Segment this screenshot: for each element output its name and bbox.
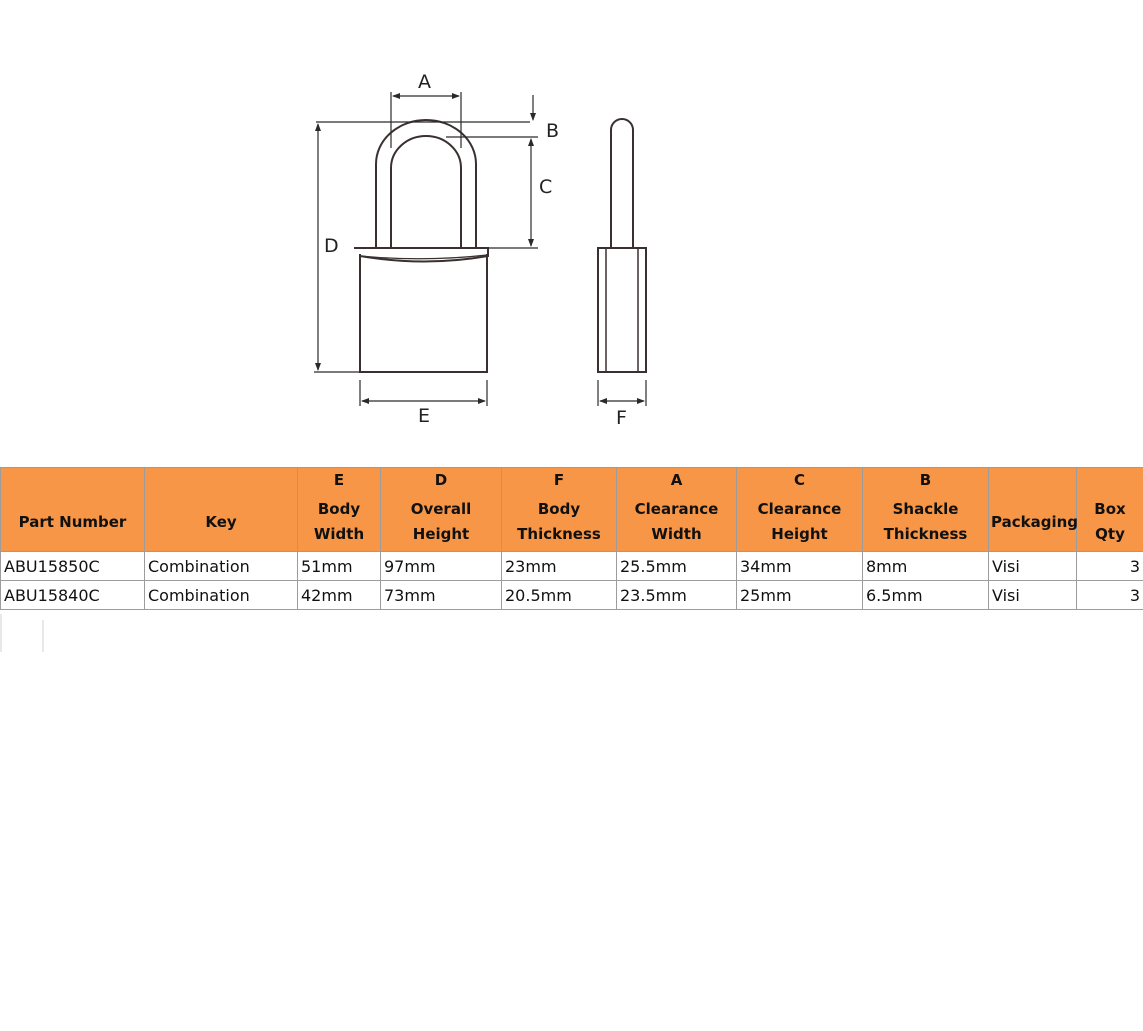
letter-cell: E xyxy=(298,468,381,494)
cell-clearance-height: 25mm xyxy=(737,581,863,610)
cell-clearance-width: 23.5mm xyxy=(617,581,737,610)
label-d: D xyxy=(324,235,339,257)
letter-cell xyxy=(1077,468,1143,494)
padlock-spec-table xyxy=(0,467,1143,610)
cell-body-width: 42mm xyxy=(298,581,381,610)
cell-part-number: ABU15840C xyxy=(1,581,145,610)
shackle-side xyxy=(611,119,633,248)
lock-body-front xyxy=(354,248,488,372)
letter-cell xyxy=(989,468,1077,494)
cell-box-qty: 3 xyxy=(1077,552,1143,581)
cell-body-thickness: 20.5mm xyxy=(502,581,617,610)
shackle-inner xyxy=(391,136,461,248)
letter-cell: A xyxy=(617,468,737,494)
cell-border-fragment xyxy=(0,612,44,652)
cell-body-width: 51mm xyxy=(298,552,381,581)
header-box-qty: Box Qty xyxy=(1077,493,1143,552)
cell-key: Combination xyxy=(145,581,298,610)
lock-body-side xyxy=(598,248,646,372)
cell-overall-height: 73mm xyxy=(381,581,502,610)
header-key: Key xyxy=(145,493,298,552)
dimension-letter-row xyxy=(1,468,1143,494)
letter-cell xyxy=(1,468,145,494)
header-body-width: Body Width xyxy=(298,493,381,552)
header-packaging: Packaging xyxy=(989,493,1077,552)
cell-shackle-thickness: 6.5mm xyxy=(863,581,989,610)
cell-packaging: Visi xyxy=(989,581,1077,610)
table-row xyxy=(1,552,1143,581)
padlock-front-view xyxy=(354,120,488,372)
cell-part-number: ABU15850C xyxy=(1,552,145,581)
cell-box-qty: 3 xyxy=(1077,581,1143,610)
header-shackle-thickness: Shackle Thickness xyxy=(863,493,989,552)
cell-overall-height: 97mm xyxy=(381,552,502,581)
header-overall-height: Overall Height xyxy=(381,493,502,552)
header-clearance-height: Clearance Height xyxy=(737,493,863,552)
padlock-dimension-diagram xyxy=(0,0,1143,440)
header-clearance-width: Clearance Width xyxy=(617,493,737,552)
letter-cell xyxy=(145,468,298,494)
label-e: E xyxy=(418,405,431,427)
cell-clearance-height: 34mm xyxy=(737,552,863,581)
label-b: B xyxy=(546,120,560,142)
header-part-number: Part Number xyxy=(1,493,145,552)
table-row xyxy=(1,581,1143,610)
padlock-side-view xyxy=(598,119,646,372)
letter-cell: D xyxy=(381,468,502,494)
cell-clearance-width: 25.5mm xyxy=(617,552,737,581)
header-body-thickness: Body Thickness xyxy=(502,493,617,552)
letter-cell: F xyxy=(502,468,617,494)
label-f: F xyxy=(616,407,627,429)
cell-shackle-thickness: 8mm xyxy=(863,552,989,581)
cell-packaging: Visi xyxy=(989,552,1077,581)
label-c: C xyxy=(539,176,553,198)
label-a: A xyxy=(418,71,431,93)
cell-key: Combination xyxy=(145,552,298,581)
cell-body-thickness: 23mm xyxy=(502,552,617,581)
letter-cell: B xyxy=(863,468,989,494)
column-header-row xyxy=(1,493,1143,552)
letter-cell: C xyxy=(737,468,863,494)
